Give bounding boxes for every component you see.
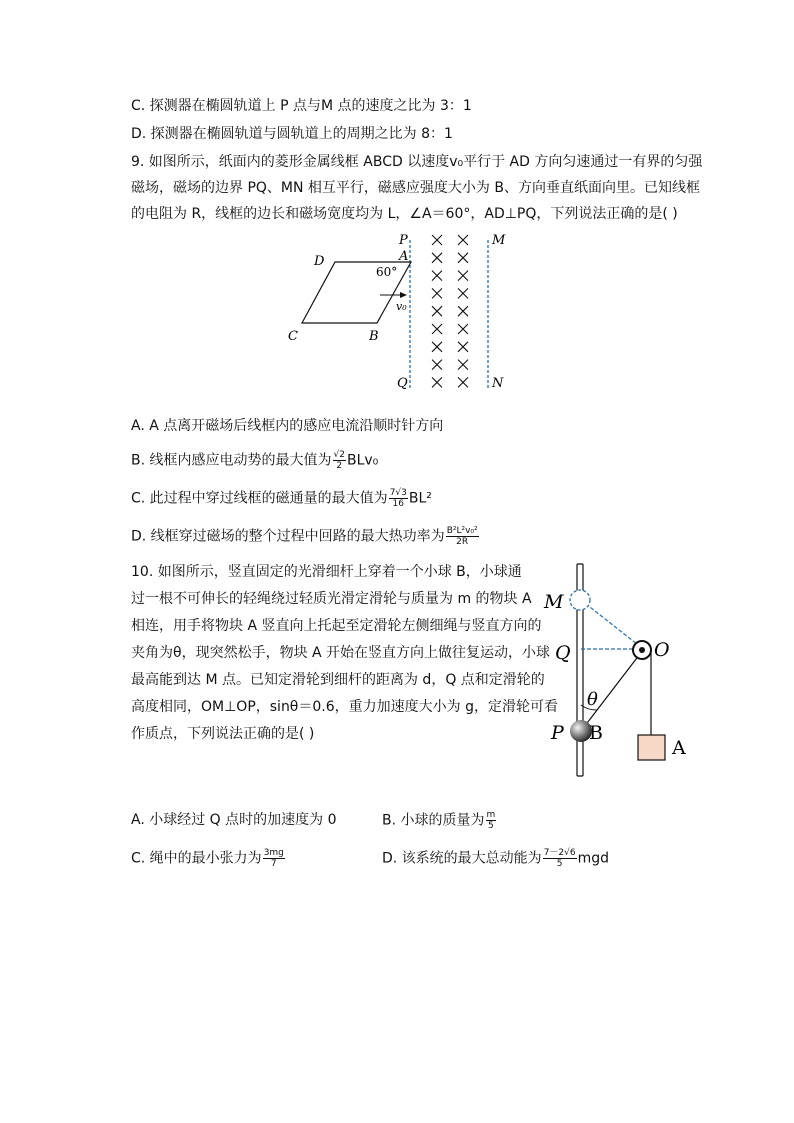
q9-option-b-tail: BLv₀ [346,452,379,469]
angle-label: 60° [376,265,398,279]
q9-option-d-fraction [446,526,479,547]
field-cross [458,235,468,245]
fraction-numerator: 3mg [263,848,284,858]
q10-figure [540,560,700,782]
field-cross [432,324,442,334]
label-q: Q [397,376,408,391]
velocity-arrowhead [400,292,407,298]
fraction-denominator: 5 [488,821,494,831]
q10-option-d-text: D. 该系统的最大总动能为 [382,850,542,867]
q10-option-c-text: C. 绳中的最小张力为 [131,850,262,867]
fraction-numerator: 7－2√6 [543,848,576,858]
field-cross [458,306,468,316]
label-theta: θ [587,689,598,710]
q10-option-a: A. 小球经过 Q 点时的加速度为 0 [131,812,337,828]
block-a [638,735,665,760]
q10-option-d-tail: mgd [577,850,610,867]
field-cross [432,306,442,316]
label-b: B [369,329,379,344]
q10-option-c-fraction [263,848,285,869]
label-b: B [589,722,603,744]
fraction-numerator: 7√3 [389,488,407,498]
v0-label: v₀ [396,300,407,313]
field-cross [458,360,468,370]
label-p: P [399,233,408,248]
q10-option-d [382,848,609,869]
field-cross [432,271,442,281]
pulley-axle [639,647,645,653]
rope-to-m-dashed [581,600,642,648]
q9-option-a: A. A 点离开磁场后线框内的感应电流沿顺时针方向 [131,418,444,434]
q10-stem-line7: 作质点，下列说法正确的是( ) [131,726,315,742]
q9-option-c-text: C. 此过程中穿过线框的磁通量的最大值为 [131,490,388,507]
q8-option-d: D. 探测器在椭圆轨道与圆轨道上的周期之比为 8：1 [131,126,453,142]
field-cross [432,377,442,387]
field-cross [458,342,468,352]
q10-stem-line4: 夹角为θ，现突然松手，物块 A 开始在竖直方向上做往复运动，小球 [131,645,551,661]
fraction-denominator: 5 [556,859,563,869]
field-cross [458,271,468,281]
label-c: C [288,329,298,344]
q9-option-c-tail: BL² [408,490,432,507]
field-cross [458,288,468,298]
q10-stem-line1: 10. 如图所示，竖直固定的光滑细杆上穿着一个小球 B，小球通 [131,564,522,580]
ball-position-m [570,590,590,610]
fraction-denominator: 2 [336,461,343,471]
q10-option-b-text: B. 小球的质量为 [382,812,485,829]
q9-option-d-text: D. 线框穿过磁场的整个过程中回路的最大热功率为 [131,528,445,545]
label-p: P [551,722,564,744]
field-cross [458,324,468,334]
label-n: N [492,376,504,391]
q9-stem-line3: 的电阻为 R，线框的边长和磁场宽度均为 L，∠A＝60°，AD⊥PQ，下列说法正确的是( ) [131,206,678,222]
field-cross [458,377,468,387]
label-o: O [654,639,670,661]
field-crosses [432,235,468,387]
q10-stem-line3: 相连，用手将物块 A 竖直向上托起至定滑轮左侧细绳与竖直方向的 [131,618,542,634]
fraction-denominator: 16 [392,499,404,509]
q9-figure [285,228,515,393]
field-cross [432,288,442,298]
q9-stem-line1: 9. 如图所示，纸面内的菱形金属线框 ABCD 以速度v₀平行于 AD 方向匀速通过一有界的匀强 [131,154,703,170]
fraction-numerator: m [486,810,496,820]
label-m: M [492,233,506,248]
fraction-denominator: 2R [456,537,469,547]
fraction-denominator: 7 [270,859,277,869]
field-cross [432,342,442,352]
q8-option-c: C. 探测器在椭圆轨道上 P 点与M 点的速度之比为 3：1 [131,98,472,114]
q10-option-b-fraction [486,810,497,831]
q9-option-b-fraction [333,450,346,471]
q10-stem-line2: 过一根不可伸长的轻绳绕过轻质光滑定滑轮与质量为 m 的物块 A [131,591,532,607]
label-m: M [544,591,564,613]
q9-option-b [131,450,378,471]
q10-stem-line5: 最高能到达 M 点。已知定滑轮到细杆的距离为 d，Q 点和定滑轮的 [131,672,545,688]
q9-option-d [131,526,480,547]
q9-stem-line2: 磁场，磁场的边界 PQ、MN 相互平行，磁感应强度大小为 B、方向垂直纸面向里。已知线框 [131,180,700,196]
label-d: D [314,254,325,269]
field-cross [432,253,442,263]
label-q: Q [555,642,571,664]
q10-option-b [382,810,497,831]
q9-option-c [131,488,432,509]
label-a: A [672,737,686,759]
fraction-numerator: B²L²v₀² [446,526,478,536]
field-cross [458,253,468,263]
q10-option-d-fraction [543,848,577,869]
q10-stem-line6: 高度相同，OM⊥OP，sinθ＝0.6，重力加速度大小为 g，定滑轮可看 [131,699,558,715]
q10-option-c [131,848,286,869]
q9-option-c-fraction [389,488,408,509]
field-cross [432,360,442,370]
q9-option-b-text: B. 线框内感应电动势的最大值为 [131,452,332,469]
field-cross [432,235,442,245]
fraction-numerator: √2 [333,450,345,460]
label-a: A [399,249,409,264]
